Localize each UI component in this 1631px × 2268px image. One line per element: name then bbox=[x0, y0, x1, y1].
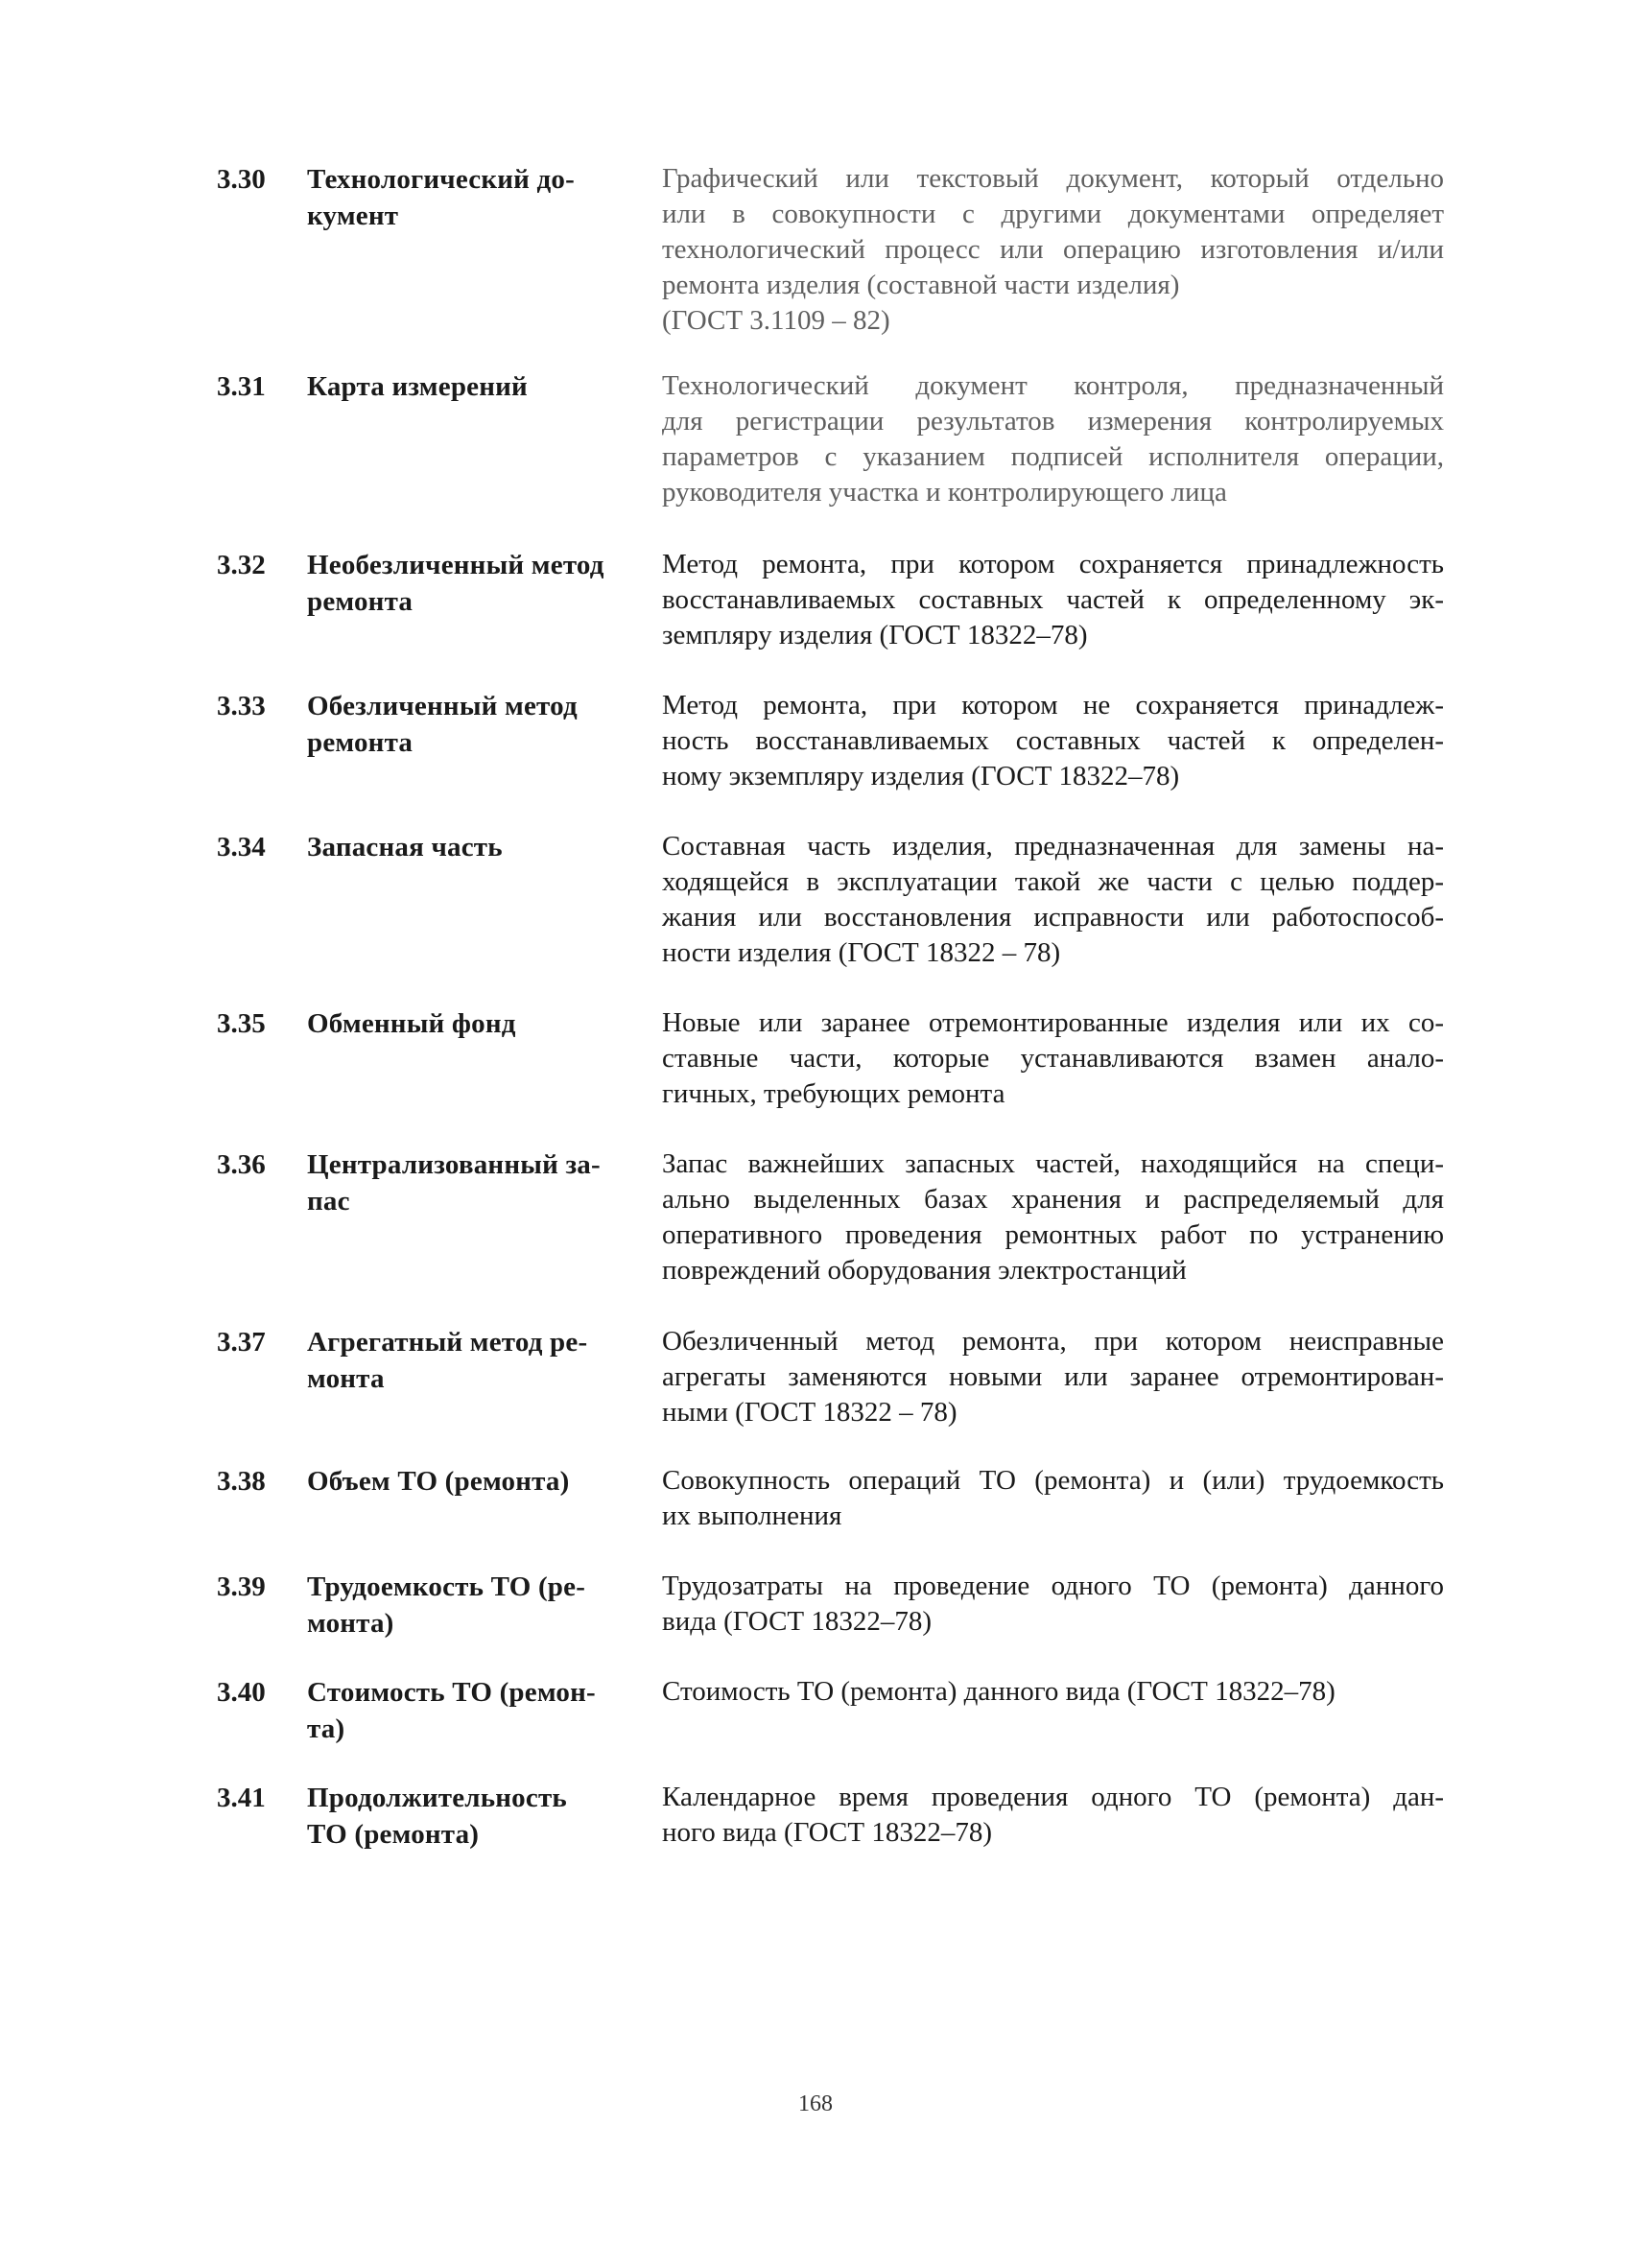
entry-number: 3.31 bbox=[217, 371, 266, 402]
entry-term-line: ремонта bbox=[307, 586, 414, 617]
entry-term-line: Технологический до- bbox=[307, 164, 575, 195]
entry-term-line: Агрегатный метод ре- bbox=[307, 1327, 588, 1358]
entry-number: 3.38 bbox=[217, 1466, 266, 1497]
entry-term bbox=[307, 1146, 624, 1219]
entry-term-line: ТО (ремонта) bbox=[307, 1819, 480, 1850]
entry-term-line: Стоимость ТО (ремон- bbox=[307, 1677, 596, 1708]
entry-term bbox=[307, 829, 624, 865]
entry-term-line: та) bbox=[307, 1713, 345, 1744]
entry-term-line: Централизованный за- bbox=[307, 1149, 601, 1180]
entry-number: 3.39 bbox=[217, 1571, 266, 1602]
entry-number: 3.37 bbox=[217, 1327, 266, 1358]
definition-line: восстанавливаемых составных частей к определенному эк- bbox=[662, 584, 1444, 615]
definition-line: Технологический документ контроля, предназначенный bbox=[662, 370, 1444, 401]
definition-line: ходящейся в эксплуатации такой же части с целью поддер- bbox=[662, 866, 1444, 897]
entry-term-line: Обменный фонд bbox=[307, 1008, 516, 1039]
definition-line: ально выделенных базах хранения и распределяемый для bbox=[662, 1184, 1444, 1215]
entry-definition bbox=[662, 1005, 1444, 1112]
entry-definition bbox=[662, 829, 1444, 971]
definition-line: Составная часть изделия, предназначенная для замены на- bbox=[662, 831, 1444, 862]
entry-term bbox=[307, 1569, 624, 1642]
definition-line: Трудозатраты на проведение одного ТО (ремонта) данного bbox=[662, 1571, 1444, 1601]
entry-term bbox=[307, 368, 624, 405]
definition-line: вида (ГОСТ 18322–78) bbox=[662, 1606, 933, 1637]
entry-number: 3.33 bbox=[217, 691, 266, 721]
entry-term bbox=[307, 1324, 624, 1397]
page-number: 168 bbox=[798, 2091, 833, 2116]
definition-line: или в совокупности с другими документами определяет bbox=[662, 199, 1444, 229]
entry-term-line: Трудоемкость ТО (ре- bbox=[307, 1571, 586, 1602]
entry-term bbox=[307, 1005, 624, 1042]
entry-number: 3.34 bbox=[217, 832, 266, 862]
entry-definition bbox=[662, 1463, 1444, 1534]
entry-definition bbox=[662, 1324, 1444, 1430]
definition-line: жания или восстановления исправности или работоспособ- bbox=[662, 902, 1444, 933]
entry-number: 3.35 bbox=[217, 1008, 266, 1039]
entry-definition bbox=[662, 368, 1444, 510]
entry-term bbox=[307, 161, 624, 234]
definition-line: оперативного проведения ремонтных работ по устранению bbox=[662, 1219, 1444, 1250]
definition-line: ному экземпляру изделия (ГОСТ 18322–78) bbox=[662, 761, 1180, 791]
definition-line: ность восстанавливаемых составных частей к определен- bbox=[662, 725, 1444, 756]
entry-term bbox=[307, 1463, 624, 1500]
definition-line: Метод ремонта, при котором сохраняется принадлежность bbox=[662, 549, 1444, 579]
definition-line: ного вида (ГОСТ 18322–78) bbox=[662, 1817, 992, 1848]
definition-line: Графический или текстовый документ, который отдельно bbox=[662, 163, 1444, 194]
entry-term-line: монта) bbox=[307, 1608, 394, 1639]
definition-line: ставные части, которые устанавливаются взамен анало- bbox=[662, 1043, 1444, 1074]
entry-term-line: Обезличенный метод bbox=[307, 691, 578, 721]
entry-definition bbox=[662, 547, 1444, 653]
definition-line: Метод ремонта, при котором не сохраняется принадлеж- bbox=[662, 690, 1444, 721]
definition-line: Запас важнейших запасных частей, находящийся на специ- bbox=[662, 1148, 1444, 1179]
entry-term-line: Запасная часть bbox=[307, 832, 503, 862]
entry-term-line: кумент bbox=[307, 201, 399, 231]
entry-term-line: Необезличенный метод bbox=[307, 550, 604, 580]
definition-line: параметров с указанием подписей исполнителя операции, bbox=[662, 441, 1444, 472]
entry-number: 3.40 bbox=[217, 1677, 266, 1708]
entry-term-line: пас bbox=[307, 1186, 350, 1217]
definition-line: (ГОСТ 3.1109 – 82) bbox=[662, 305, 890, 336]
definition-line: технологический процесс или операцию изготовления и/или bbox=[662, 234, 1444, 265]
definition-line: ными (ГОСТ 18322 – 78) bbox=[662, 1397, 957, 1428]
entry-term-line: Продолжительность bbox=[307, 1783, 567, 1813]
entry-definition bbox=[662, 1569, 1444, 1640]
entry-definition bbox=[662, 1146, 1444, 1288]
definition-line: Новые или заранее отремонтированные изделия или их со- bbox=[662, 1007, 1444, 1038]
entry-term bbox=[307, 688, 624, 761]
entry-definition bbox=[662, 1780, 1444, 1851]
definition-line: для регистрации результатов измерения контролируемых bbox=[662, 406, 1444, 437]
definition-line: руководителя участка и контролирующего лица bbox=[662, 477, 1227, 508]
entry-term-line: ремонта bbox=[307, 727, 414, 758]
definition-line: ремонта изделия (составной части изделия) bbox=[662, 270, 1180, 300]
entry-term-line: Объем ТО (ремонта) bbox=[307, 1466, 570, 1497]
definition-line: повреждений оборудования электростанций bbox=[662, 1255, 1187, 1286]
entry-term-line: монта bbox=[307, 1363, 385, 1394]
definition-line: Стоимость ТО (ремонта) данного вида (ГОСТ 18322–78) bbox=[662, 1676, 1336, 1707]
definition-line: Обезличенный метод ремонта, при котором неисправные bbox=[662, 1326, 1444, 1357]
entry-number: 3.32 bbox=[217, 550, 266, 580]
definition-line: гичных, требующих ремонта bbox=[662, 1078, 1005, 1109]
entry-term bbox=[307, 547, 624, 620]
definition-line: их выполнения bbox=[662, 1500, 842, 1531]
entry-number: 3.36 bbox=[217, 1149, 266, 1180]
entry-number: 3.41 bbox=[217, 1783, 266, 1813]
entry-number: 3.30 bbox=[217, 164, 266, 195]
entry-term bbox=[307, 1674, 624, 1747]
entry-term bbox=[307, 1780, 624, 1853]
entry-definition bbox=[662, 1674, 1444, 1710]
definition-line: ности изделия (ГОСТ 18322 – 78) bbox=[662, 937, 1061, 968]
definition-line: земпляру изделия (ГОСТ 18322–78) bbox=[662, 620, 1088, 650]
entry-term-line: Карта измерений bbox=[307, 371, 528, 402]
entry-definition bbox=[662, 688, 1444, 794]
entry-definition bbox=[662, 161, 1444, 339]
definition-line: Календарное время проведения одного ТО (ремонта) дан- bbox=[662, 1782, 1444, 1812]
definition-line: Совокупность операций ТО (ремонта) и (или) трудоемкость bbox=[662, 1465, 1444, 1496]
definition-line: агрегаты заменяются новыми или заранее отремонтирован- bbox=[662, 1361, 1444, 1392]
